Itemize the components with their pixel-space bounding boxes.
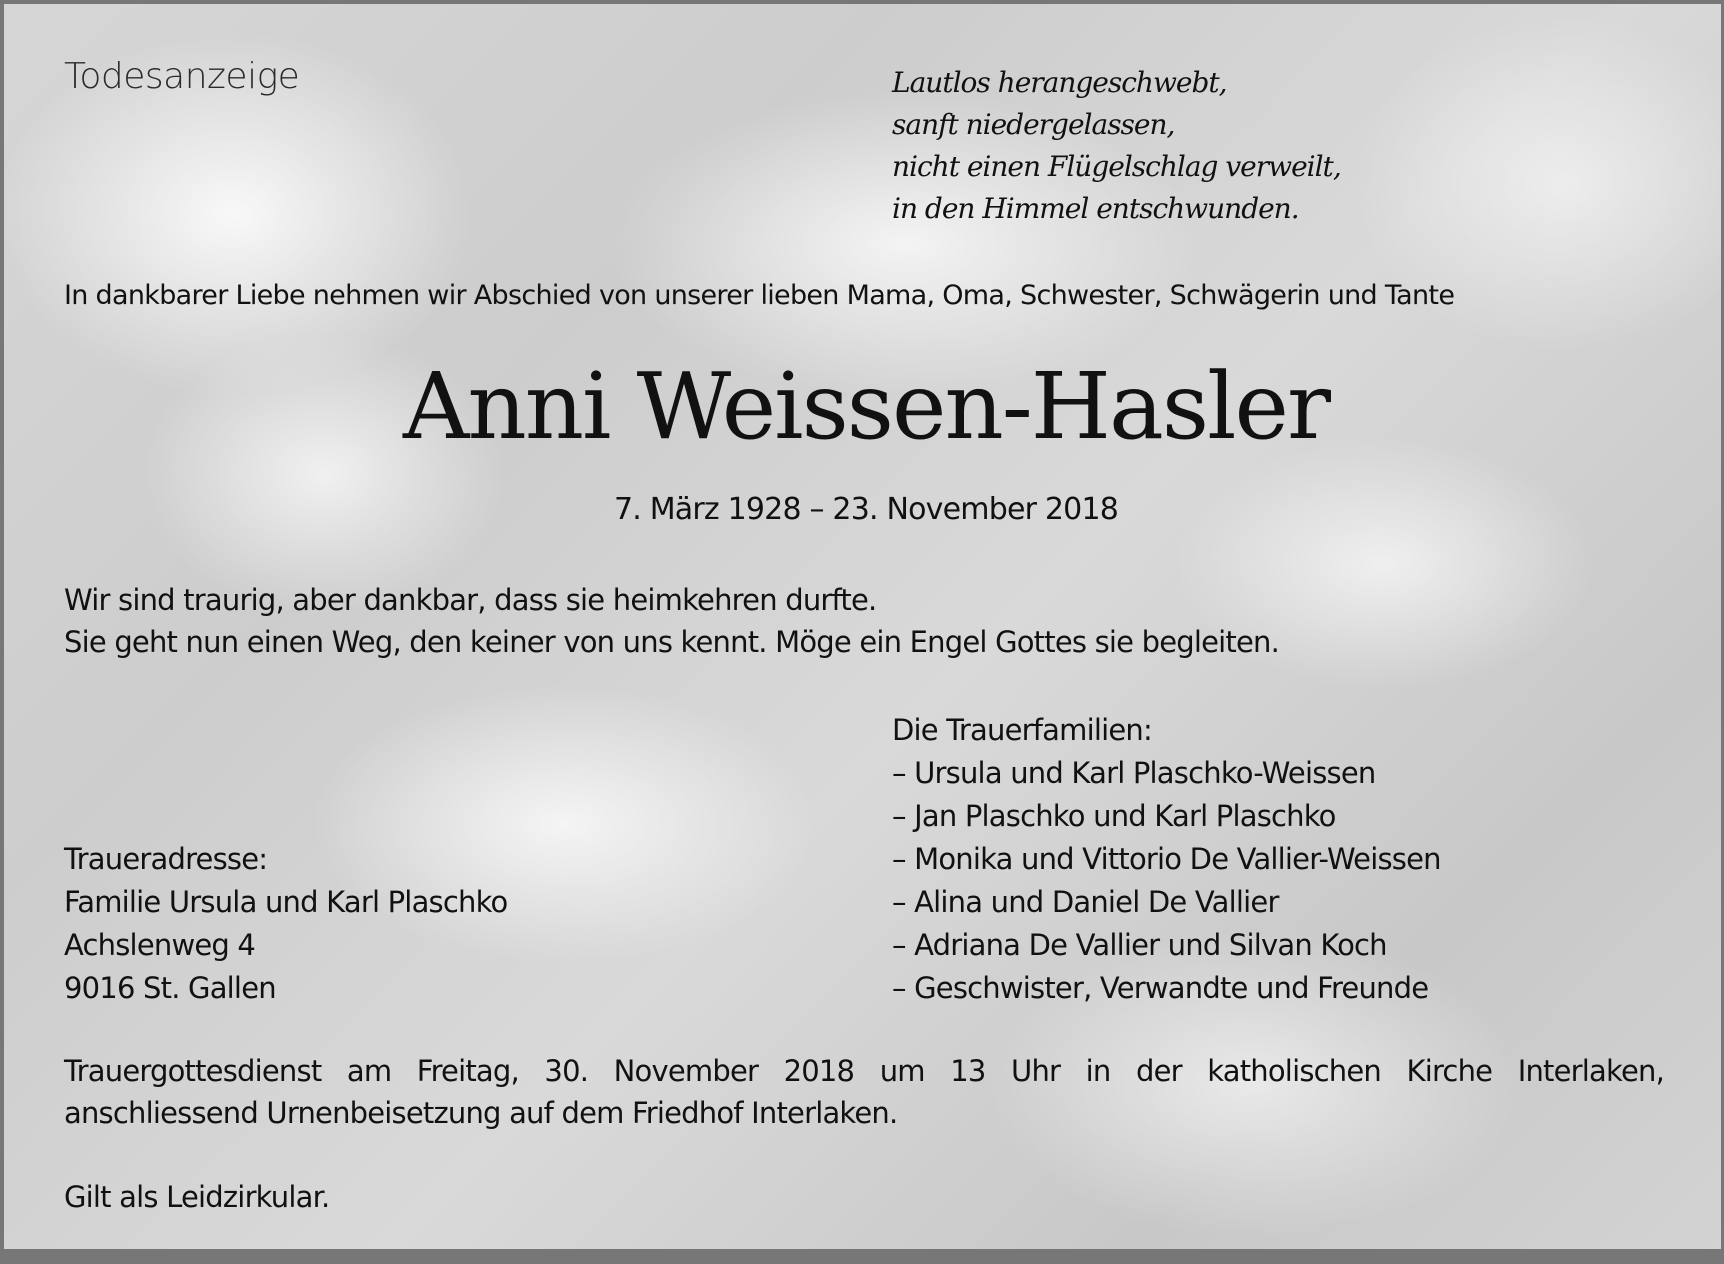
deceased-name: Anni Weissen-Hasler [403,353,1329,460]
address-line: Familie Ursula und Karl Plaschko [64,885,508,919]
address-line: Achslenweg 4 [64,928,256,962]
funeral-service-info [64,1050,1664,1134]
address-line: 9016 St. Gallen [64,971,276,1005]
notice-heading: Todesanzeige [64,56,300,97]
service-line: Trauergottesdienst am Freitag, 30. November 2018 um 13 Uhr in der katholischen Kirche Interlaken, [64,1054,1664,1088]
message-line: Wir sind traurig, aber dankbar, dass sie heimkehren durfte. [64,583,877,617]
family-entry: – Geschwister, Verwandte und Freunde [892,971,1429,1005]
families-heading: Die Trauerfamilien: [892,713,1152,747]
family-entry: – Ursula und Karl Plaschko-Weissen [892,756,1376,790]
family-entry: – Alina und Daniel De Vallier [892,885,1279,919]
life-dates: 7. März 1928 – 23. November 2018 [613,492,1119,527]
poem [892,62,1341,230]
mourning-address [64,838,507,1010]
family-entry: – Monika und Vittorio De Vallier-Weissen [892,842,1441,876]
address-heading: Traueradresse: [64,842,268,876]
family-entry: – Adriana De Vallier und Silvan Koch [892,928,1387,962]
service-line: anschliessend Urnenbeisetzung auf dem Friedhof Interlaken. [64,1096,898,1130]
farewell-message [64,579,1279,663]
message-line: Sie geht nun einen Weg, den keiner von uns kennt. Möge ein Engel Gottes sie begleiten. [64,625,1280,659]
poem-line: nicht einen Flügelschlag verweilt, [892,150,1341,183]
circular-note: Gilt als Leidzirkular. [64,1180,330,1214]
poem-line: sanft niedergelassen, [892,108,1175,141]
poem-line: Lautlos herangeschwebt, [892,66,1227,99]
intro-text: In dankbarer Liebe nehmen wir Abschied von unserer lieben Mama, Oma, Schwester, Schwägerin und Tante [64,280,1455,311]
mourning-families [892,709,1441,1010]
family-entry: – Jan Plaschko und Karl Plaschko [892,799,1336,833]
poem-line: in den Himmel entschwunden. [892,192,1299,225]
